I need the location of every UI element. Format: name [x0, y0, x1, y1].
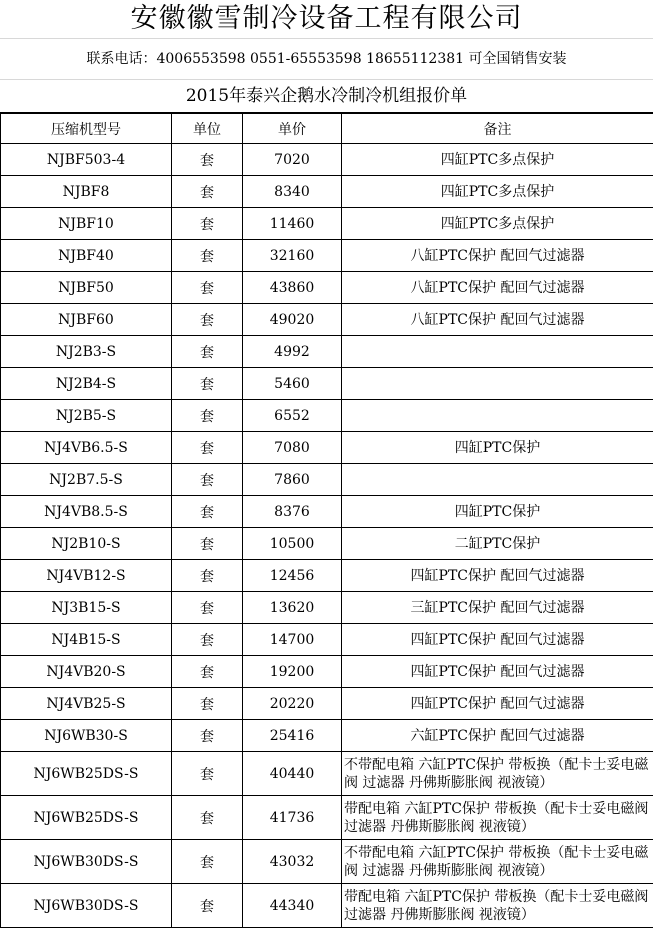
model-cell: NJ4VB25-S	[1, 688, 172, 720]
remark-cell	[342, 400, 653, 432]
model-cell: NJBF60	[1, 304, 172, 336]
price-cell: 43860	[243, 272, 342, 304]
model-cell: NJ2B3-S	[1, 336, 172, 368]
price-cell: 8340	[243, 176, 342, 208]
table-row	[1, 464, 653, 496]
price-cell: 7080	[243, 432, 342, 464]
remark-cell: 带配电箱 六缸PTC保护 带板换（配卡士妥电磁阀 过滤器 丹佛斯膨胀阀 视液镜）	[342, 884, 653, 928]
model-cell: NJ6WB25DS-S	[1, 752, 172, 796]
model-cell: NJ6WB30DS-S	[1, 884, 172, 928]
remark-cell	[342, 368, 653, 400]
remark-cell	[342, 464, 653, 496]
price-cell: 8376	[243, 496, 342, 528]
price-cell: 14700	[243, 624, 342, 656]
price-cell: 25416	[243, 720, 342, 752]
price-cell: 32160	[243, 240, 342, 272]
price-cell: 20220	[243, 688, 342, 720]
unit-cell: 套	[172, 656, 243, 688]
remark-cell: 三缸PTC保护 配回气过滤器	[342, 592, 653, 624]
price-cell: 13620	[243, 592, 342, 624]
remark-cell	[342, 336, 653, 368]
unit-cell: 套	[172, 752, 243, 796]
sheet-title: 2015年泰兴企鹅水冷制冷机组报价单	[0, 80, 653, 113]
model-cell: NJBF50	[1, 272, 172, 304]
model-cell: NJ4VB6.5-S	[1, 432, 172, 464]
model-cell: NJBF503-4	[1, 144, 172, 176]
price-cell: 19200	[243, 656, 342, 688]
model-cell: NJ4VB12-S	[1, 560, 172, 592]
table-row	[1, 796, 653, 840]
table-row	[1, 688, 653, 720]
unit-cell: 套	[172, 624, 243, 656]
table-row	[1, 496, 653, 528]
model-cell: NJ6WB30DS-S	[1, 840, 172, 884]
remark-cell: 六缸PTC保护 配回气过滤器	[342, 720, 653, 752]
table-row	[1, 720, 653, 752]
model-cell: NJ6WB30-S	[1, 720, 172, 752]
remark-cell: 四缸PTC保护	[342, 432, 653, 464]
price-table	[0, 113, 653, 928]
table-row	[1, 272, 653, 304]
model-cell: NJ3B15-S	[1, 592, 172, 624]
unit-cell: 套	[172, 240, 243, 272]
remark-cell: 四缸PTC保护 配回气过滤器	[342, 624, 653, 656]
price-cell: 10500	[243, 528, 342, 560]
unit-cell: 套	[172, 496, 243, 528]
table-row	[1, 240, 653, 272]
remark-cell: 带配电箱 六缸PTC保护 带板换（配卡士妥电磁阀 过滤器 丹佛斯膨胀阀 视液镜）	[342, 796, 653, 840]
price-cell: 11460	[243, 208, 342, 240]
header-remark: 备注	[342, 114, 653, 144]
header-unit: 单位	[172, 114, 243, 144]
price-cell: 49020	[243, 304, 342, 336]
unit-cell: 套	[172, 176, 243, 208]
table-row	[1, 752, 653, 796]
unit-cell: 套	[172, 528, 243, 560]
price-cell: 4992	[243, 336, 342, 368]
table-row	[1, 560, 653, 592]
header-price: 单价	[243, 114, 342, 144]
remark-cell: 八缸PTC保护 配回气过滤器	[342, 304, 653, 336]
model-cell: NJ2B10-S	[1, 528, 172, 560]
price-cell: 7020	[243, 144, 342, 176]
table-row	[1, 432, 653, 464]
table-row	[1, 840, 653, 884]
table-header-row	[1, 114, 653, 144]
remark-cell: 不带配电箱 六缸PTC保护 带板换（配卡士妥电磁阀 过滤器 丹佛斯膨胀阀 视液镜）	[342, 752, 653, 796]
remark-cell: 不带配电箱 六缸PTC保护 带板换（配卡士妥电磁阀 过滤器 丹佛斯膨胀阀 视液镜）	[342, 840, 653, 884]
remark-cell: 八缸PTC保护 配回气过滤器	[342, 272, 653, 304]
remark-cell: 四缸PTC保护 配回气过滤器	[342, 688, 653, 720]
unit-cell: 套	[172, 336, 243, 368]
price-cell: 6552	[243, 400, 342, 432]
unit-cell: 套	[172, 272, 243, 304]
remark-cell: 四缸PTC保护 配回气过滤器	[342, 560, 653, 592]
model-cell: NJ4VB20-S	[1, 656, 172, 688]
model-cell: NJBF8	[1, 176, 172, 208]
unit-cell: 套	[172, 368, 243, 400]
price-cell: 5460	[243, 368, 342, 400]
table-row	[1, 656, 653, 688]
unit-cell: 套	[172, 592, 243, 624]
unit-cell: 套	[172, 720, 243, 752]
table-row	[1, 176, 653, 208]
table-row	[1, 400, 653, 432]
price-cell: 40440	[243, 752, 342, 796]
header-model: 压缩机型号	[1, 114, 172, 144]
unit-cell: 套	[172, 796, 243, 840]
table-row	[1, 304, 653, 336]
table-row	[1, 368, 653, 400]
remark-cell: 四缸PTC多点保护	[342, 144, 653, 176]
unit-cell: 套	[172, 144, 243, 176]
model-cell: NJ4B15-S	[1, 624, 172, 656]
remark-cell: 二缸PTC保护	[342, 528, 653, 560]
model-cell: NJ2B5-S	[1, 400, 172, 432]
unit-cell: 套	[172, 304, 243, 336]
remark-cell: 四缸PTC保护	[342, 496, 653, 528]
table-row	[1, 528, 653, 560]
model-cell: NJ4VB8.5-S	[1, 496, 172, 528]
unit-cell: 套	[172, 400, 243, 432]
table-row	[1, 208, 653, 240]
price-cell: 43032	[243, 840, 342, 884]
table-row	[1, 592, 653, 624]
price-cell: 7860	[243, 464, 342, 496]
table-row	[1, 884, 653, 928]
remark-cell: 四缸PTC保护 配回气过滤器	[342, 656, 653, 688]
unit-cell: 套	[172, 208, 243, 240]
unit-cell: 套	[172, 688, 243, 720]
company-name: 安徽徽雪制冷设备工程有限公司	[0, 0, 653, 39]
unit-cell: 套	[172, 464, 243, 496]
price-cell: 44340	[243, 884, 342, 928]
contact-line: 联系电话：4006553598 0551-65553598 18655112381 可全国销售安装	[0, 39, 653, 80]
model-cell: NJBF10	[1, 208, 172, 240]
model-cell: NJ2B7.5-S	[1, 464, 172, 496]
remark-cell: 八缸PTC保护 配回气过滤器	[342, 240, 653, 272]
unit-cell: 套	[172, 432, 243, 464]
unit-cell: 套	[172, 840, 243, 884]
model-cell: NJBF40	[1, 240, 172, 272]
unit-cell: 套	[172, 560, 243, 592]
model-cell: NJ6WB25DS-S	[1, 796, 172, 840]
unit-cell: 套	[172, 884, 243, 928]
table-body	[1, 144, 653, 928]
price-cell: 41736	[243, 796, 342, 840]
table-row	[1, 624, 653, 656]
model-cell: NJ2B4-S	[1, 368, 172, 400]
remark-cell: 四缸PTC多点保护	[342, 176, 653, 208]
price-cell: 12456	[243, 560, 342, 592]
remark-cell: 四缸PTC多点保护	[342, 208, 653, 240]
table-row	[1, 336, 653, 368]
table-row	[1, 144, 653, 176]
